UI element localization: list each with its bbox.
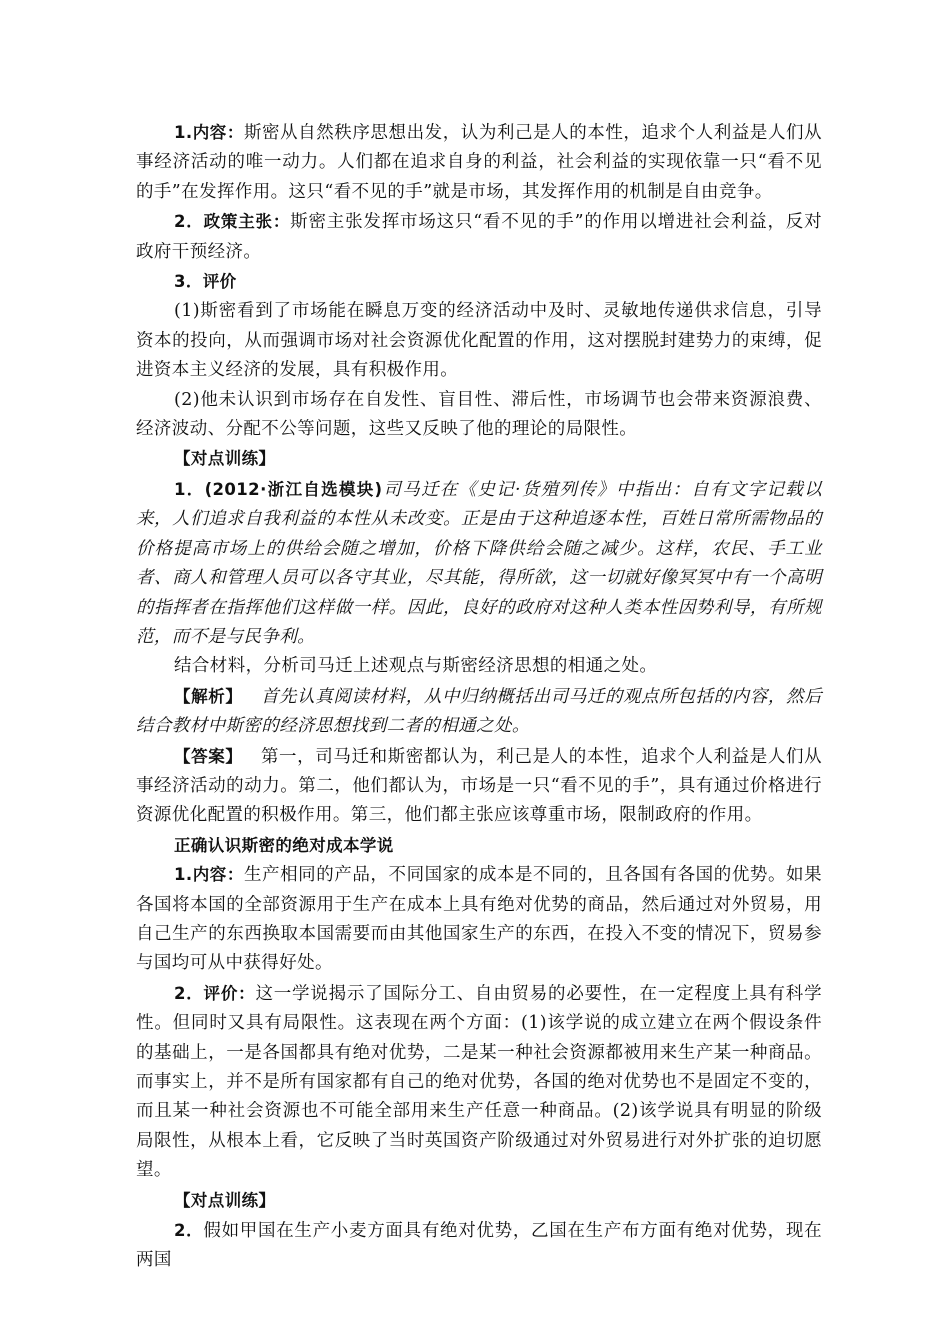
question-2 [136,1216,822,1276]
training-label-text: 【对点训练】 [174,449,276,469]
section2-content-label: 1.内容： [174,865,244,885]
question-1-source: 1．(2012·浙江自选模块) [174,479,383,499]
policy-label: 2．政策主张： [174,212,291,232]
question-1-material: 司马迁在《史记·货殖列传》中指出：自有文字记载以来，人们追求自我利益的本性从未改变。正是由于这种追逐本性，百姓日常所需物品的价格提高市场上的供给会随之增加，价格下降供给会随之减少。这样，农民、手工业者、商人和管理人员可以各守其业，尽其能，得所欲，这一切就好像冥冥中有一个高明的指挥者在指挥他们这样做一样。因此，良好的政府对这种人类本性因势利导，有所规范，而不是与民争利。 [136,479,822,647]
analysis-text: 首先认真阅读材料，从中归纳概括出司马迁的观点所包括的内容，然后结合教材中斯密的经济思想找到二者的相通之处。 [136,686,822,737]
policy-text: 斯密主张发挥市场这只“看不见的手”的作用以增进社会利益，反对政府干预经济。 [136,212,822,262]
evaluation-point-1: (1)斯密看到了市场能在瞬息万变的经济活动中及时、灵敏地传递供求信息，引导资本的投向，从而强调市场对社会资源优化配置的作用，这对摆脱封建势力的束缚，促进资本主义经济的发展，具有积极作用。 [136,301,822,381]
answer-paragraph [136,742,822,831]
section2-evaluation-label: 2．评价： [174,983,256,1003]
policy-paragraph [136,207,822,267]
question-2-text: 假如甲国在生产小麦方面具有绝对优势，乙国在生产布方面有绝对优势，现在两国 [136,1221,822,1271]
training-label-2 [136,1186,822,1216]
answer-label: 【答案】 [174,746,243,766]
training-label-1 [136,444,822,474]
question-2-number: 2． [174,1221,204,1241]
analysis-label: 【解析】 [174,686,243,706]
training-label-2-text: 【对点训练】 [174,1190,276,1210]
section2-content-text: 生产相同的产品，不同国家的成本是不同的，且各国有各国的优势。如果各国将本国的全部资源用于生产在成本上具有绝对优势的商品，然后通过对外贸易，用自己生产的东西换取本国需要而由其他国家生产的东西，在投入不变的情况下，贸易参与国均可从中获得好处。 [136,865,822,974]
section1-content-paragraph [136,118,822,207]
section2-evaluation-paragraph [136,979,822,1186]
evaluation-heading [136,267,822,297]
answer-text: 第一，司马迁和斯密都认为，利己是人的本性，追求个人利益是人们从事经济活动的动力。第二，他们都认为，市场是一只“看不见的手”，具有通过价格进行资源优化配置的积极作用。第三，他们都主张应该尊重市场，限制政府的作用。 [136,746,822,826]
evaluation-label: 3．评价 [174,272,237,292]
evaluation-point-2: (2)他未认识到市场存在自发性、盲目性、滞后性，市场调节也会带来资源浪费、经济波动、分配不公等问题，这些又反映了他的理论的局限性。 [136,389,822,440]
content-text: 斯密从自然秩序思想出发，认为利己是人的本性，追求个人利益是人们从事经济活动的唯一动力。人们都在追求自身的利益，社会利益的实现依靠一只“看不见的手”在发挥作用。这只“看不见的手”就是市场，其发挥作用的机制是自由竞争。 [136,123,822,202]
question-1 [136,475,822,652]
analysis-paragraph [136,682,822,742]
content-label: 1.内容： [174,123,244,142]
section2-content-paragraph [136,860,822,979]
question-1-ask: 结合材料，分析司马迁上述观点与斯密经济思想的相通之处。 [174,656,658,677]
section2-evaluation-text: 这一学说揭示了国际分工、自由贸易的必要性，在一定程度上具有科学性。但同时又具有局限性。这表现在两个方面：(1)该学说的成立建立在两个假设条件的基础上，一是各国都具有绝对优势，二是某一种社会资源都被用来生产某一种商品。而事实上，并不是所有国家都有自己的绝对优势，各国的绝对优势也不是固定不变的，而且某一种社会资源也不可能全部用来生产任意一种商品。(2)该学说具有明显的阶级局限性，从根本上看，它反映了当时英国资产阶级通过对外贸易进行对外扩张的迫切愿望。 [136,983,823,1181]
section2-heading: 正确认识斯密的绝对成本学说 [174,835,394,855]
